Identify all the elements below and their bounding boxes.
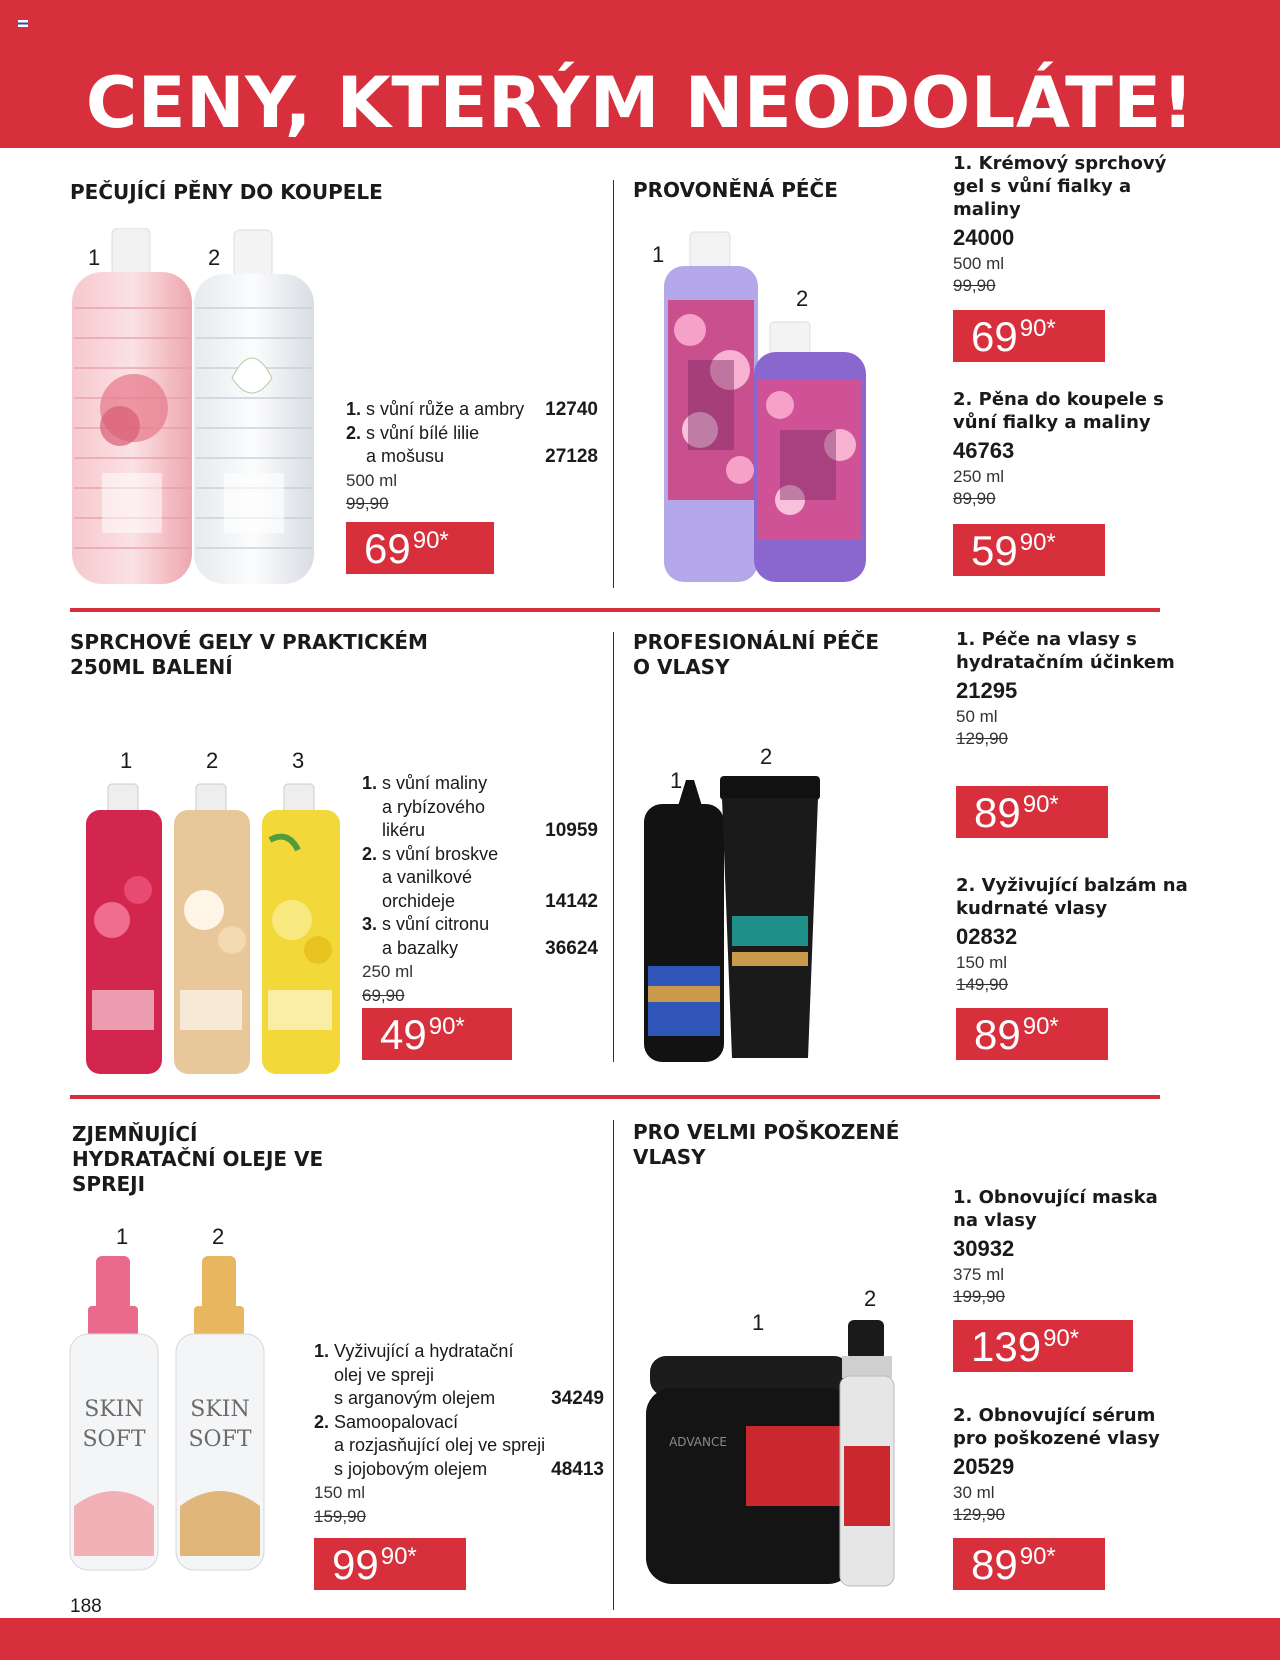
- product-number-label: 1: [652, 242, 665, 267]
- shower-gel-details: 1. s vůní maliny a rybízového likéru 10959 2. s vůní broskve a vanilkové orchideje 14142 3. s vůní citronu a bazalky 36624 250 ml 69,90: [362, 772, 598, 1007]
- old-price: 129,90: [953, 1505, 1005, 1524]
- product-name: 2. Pěna do koupele s vůní fialky a maliny: [953, 389, 1164, 433]
- column-divider: [613, 180, 614, 588]
- product-name: 1. Obnovující maska na vlasy: [953, 1187, 1158, 1231]
- old-price: 159,90: [314, 1506, 366, 1526]
- old-price: 69,90: [362, 985, 405, 1005]
- old-price: 99,90: [346, 494, 389, 513]
- product-code: 30932: [953, 1236, 1015, 1261]
- header-banner: [0, 0, 1280, 148]
- product-name: 2. Obnovující sérum pro poškozené vlasy: [953, 1405, 1160, 1449]
- product-code: 02832: [956, 924, 1018, 949]
- volume: 150 ml: [314, 1483, 366, 1502]
- price-badge: 89 90*: [956, 786, 1108, 838]
- product-number-label: 2: [760, 744, 773, 769]
- price-badge: 89 90*: [953, 1538, 1105, 1590]
- price-badge: 69 90*: [953, 310, 1105, 362]
- product-code: 34249: [551, 1388, 604, 1409]
- product-number-label: 1: [88, 245, 101, 270]
- product-code: 24000: [953, 225, 1015, 250]
- item-name-cont: a mošusu: [366, 446, 445, 466]
- page-number: 188: [70, 1596, 102, 1617]
- volume: 500 ml: [953, 254, 1005, 273]
- scented-product-2: [953, 388, 1193, 510]
- footer-bar: [0, 1618, 1280, 1660]
- section-divider: [70, 608, 1160, 612]
- shower-gel-bottles-image: [82, 780, 354, 1080]
- product-number-label: 2: [206, 748, 219, 773]
- page-title: CENY, KTERÝM NEODOLÁTE!: [85, 62, 1195, 144]
- price-badge: 139 90*: [953, 1320, 1133, 1372]
- damaged-hair-product-2: [953, 1404, 1193, 1526]
- column-divider: [613, 632, 614, 1062]
- product-code: 14142: [545, 890, 598, 912]
- volume: 30 ml: [953, 1483, 995, 1502]
- product-name: 2. Vyživující balzám na kudrnaté vlasy: [956, 875, 1188, 919]
- product-number-label: 2: [212, 1224, 225, 1249]
- product-number-label: 1: [752, 1310, 765, 1335]
- hair-care-products-image: [640, 776, 830, 1066]
- svg-text:ADVANCE: ADVANCE: [669, 1435, 727, 1449]
- product-number-label: 2: [208, 245, 221, 270]
- price-badge: 69 90*: [346, 522, 494, 574]
- product-code: 12740: [545, 399, 598, 420]
- product-code: 21295: [956, 678, 1018, 703]
- svg-text:SOFT: SOFT: [82, 1427, 146, 1452]
- product-number-label: 1: [116, 1224, 129, 1249]
- product-code: 20529: [953, 1454, 1015, 1479]
- old-price: 99,90: [953, 276, 996, 295]
- bath-foam-details: 1. s vůní růže a ambry 12740 2. s vůní bílé lilie a mošusu 27128 500 ml 99,90: [346, 398, 598, 516]
- volume: 50 ml: [956, 707, 998, 726]
- hair-care-product-2: [956, 874, 1196, 996]
- language-flag-icon: [18, 20, 28, 27]
- volume: 250 ml: [362, 962, 414, 981]
- item-name: s vůní růže a ambry: [366, 399, 525, 419]
- svg-text:SOFT: SOFT: [188, 1427, 252, 1452]
- product-name: 1. Péče na vlasy s hydratačním účinkem: [956, 629, 1175, 673]
- damaged-hair-product-1: [953, 1186, 1173, 1308]
- column-divider: [613, 1120, 614, 1610]
- price-badge: 49 90*: [362, 1008, 512, 1060]
- product-number-label: 1: [670, 768, 683, 793]
- product-code: 27128: [545, 446, 598, 467]
- price-badge: 59 90*: [953, 524, 1105, 576]
- item-name: s vůní bílé lilie: [366, 422, 480, 443]
- volume: 375 ml: [953, 1265, 1005, 1284]
- section-title-scented-care: PROVONĚNÁ PÉČE: [633, 178, 838, 202]
- product-code: 48413: [551, 1458, 604, 1480]
- body-oil-bottles-image: [68, 1256, 276, 1576]
- product-code: 46763: [953, 438, 1015, 463]
- product-number-label: 3: [292, 748, 305, 773]
- old-price: 129,90: [956, 729, 1008, 748]
- bath-foam-bottles-image: [72, 228, 322, 590]
- scented-care-bottles-image: [650, 230, 870, 590]
- old-price: 89,90: [953, 489, 996, 508]
- section-title-bath-foam: PEČUJÍCÍ PĚNY DO KOUPELE: [70, 180, 383, 204]
- old-price: 149,90: [956, 975, 1008, 994]
- product-number-label: 2: [796, 286, 809, 311]
- volume: 500 ml: [346, 470, 398, 490]
- volume: 250 ml: [953, 467, 1005, 486]
- section-divider: [70, 1095, 1160, 1099]
- product-name: 1. Krémový sprchový gel s vůní fialky a maliny: [953, 153, 1167, 220]
- scented-product-1: [953, 152, 1173, 297]
- brand-logo: SKIN: [84, 1397, 144, 1422]
- volume: 150 ml: [956, 953, 1008, 972]
- section-title-damaged-hair: PRO VELMI POŠKOZENÉ VLASY: [633, 1120, 900, 1169]
- section-title-body-oils: ZJEMŇUJÍCÍ HYDRATAČNÍ OLEJE VE SPREJI: [72, 1122, 324, 1196]
- section-title-shower-gels: SPRCHOVÉ GELY V PRAKTICKÉM 250ML BALENÍ: [70, 630, 428, 679]
- price-badge: 99 90*: [314, 1538, 466, 1590]
- product-number-label: 2: [864, 1286, 877, 1311]
- old-price: 199,90: [953, 1287, 1005, 1306]
- product-number-label: 1: [120, 748, 133, 773]
- damaged-hair-products-image: [646, 1316, 916, 1592]
- body-oil-details: 1. Vyživující a hydratační olej ve spreji s arganovým olejem 34249 2. Samoopalovací a rozjasňující olej ve spreji s jojobovým olejem 48413 150 ml 159,90: [314, 1340, 604, 1528]
- price-badge: 89 90*: [956, 1008, 1108, 1060]
- product-code: 36624: [545, 937, 598, 959]
- svg-text:SKIN: SKIN: [190, 1397, 250, 1422]
- hair-care-product-1: [956, 628, 1176, 750]
- section-title-hair-care: PROFESIONÁLNÍ PÉČE O VLASY: [633, 630, 879, 679]
- product-code: 10959: [545, 820, 598, 841]
